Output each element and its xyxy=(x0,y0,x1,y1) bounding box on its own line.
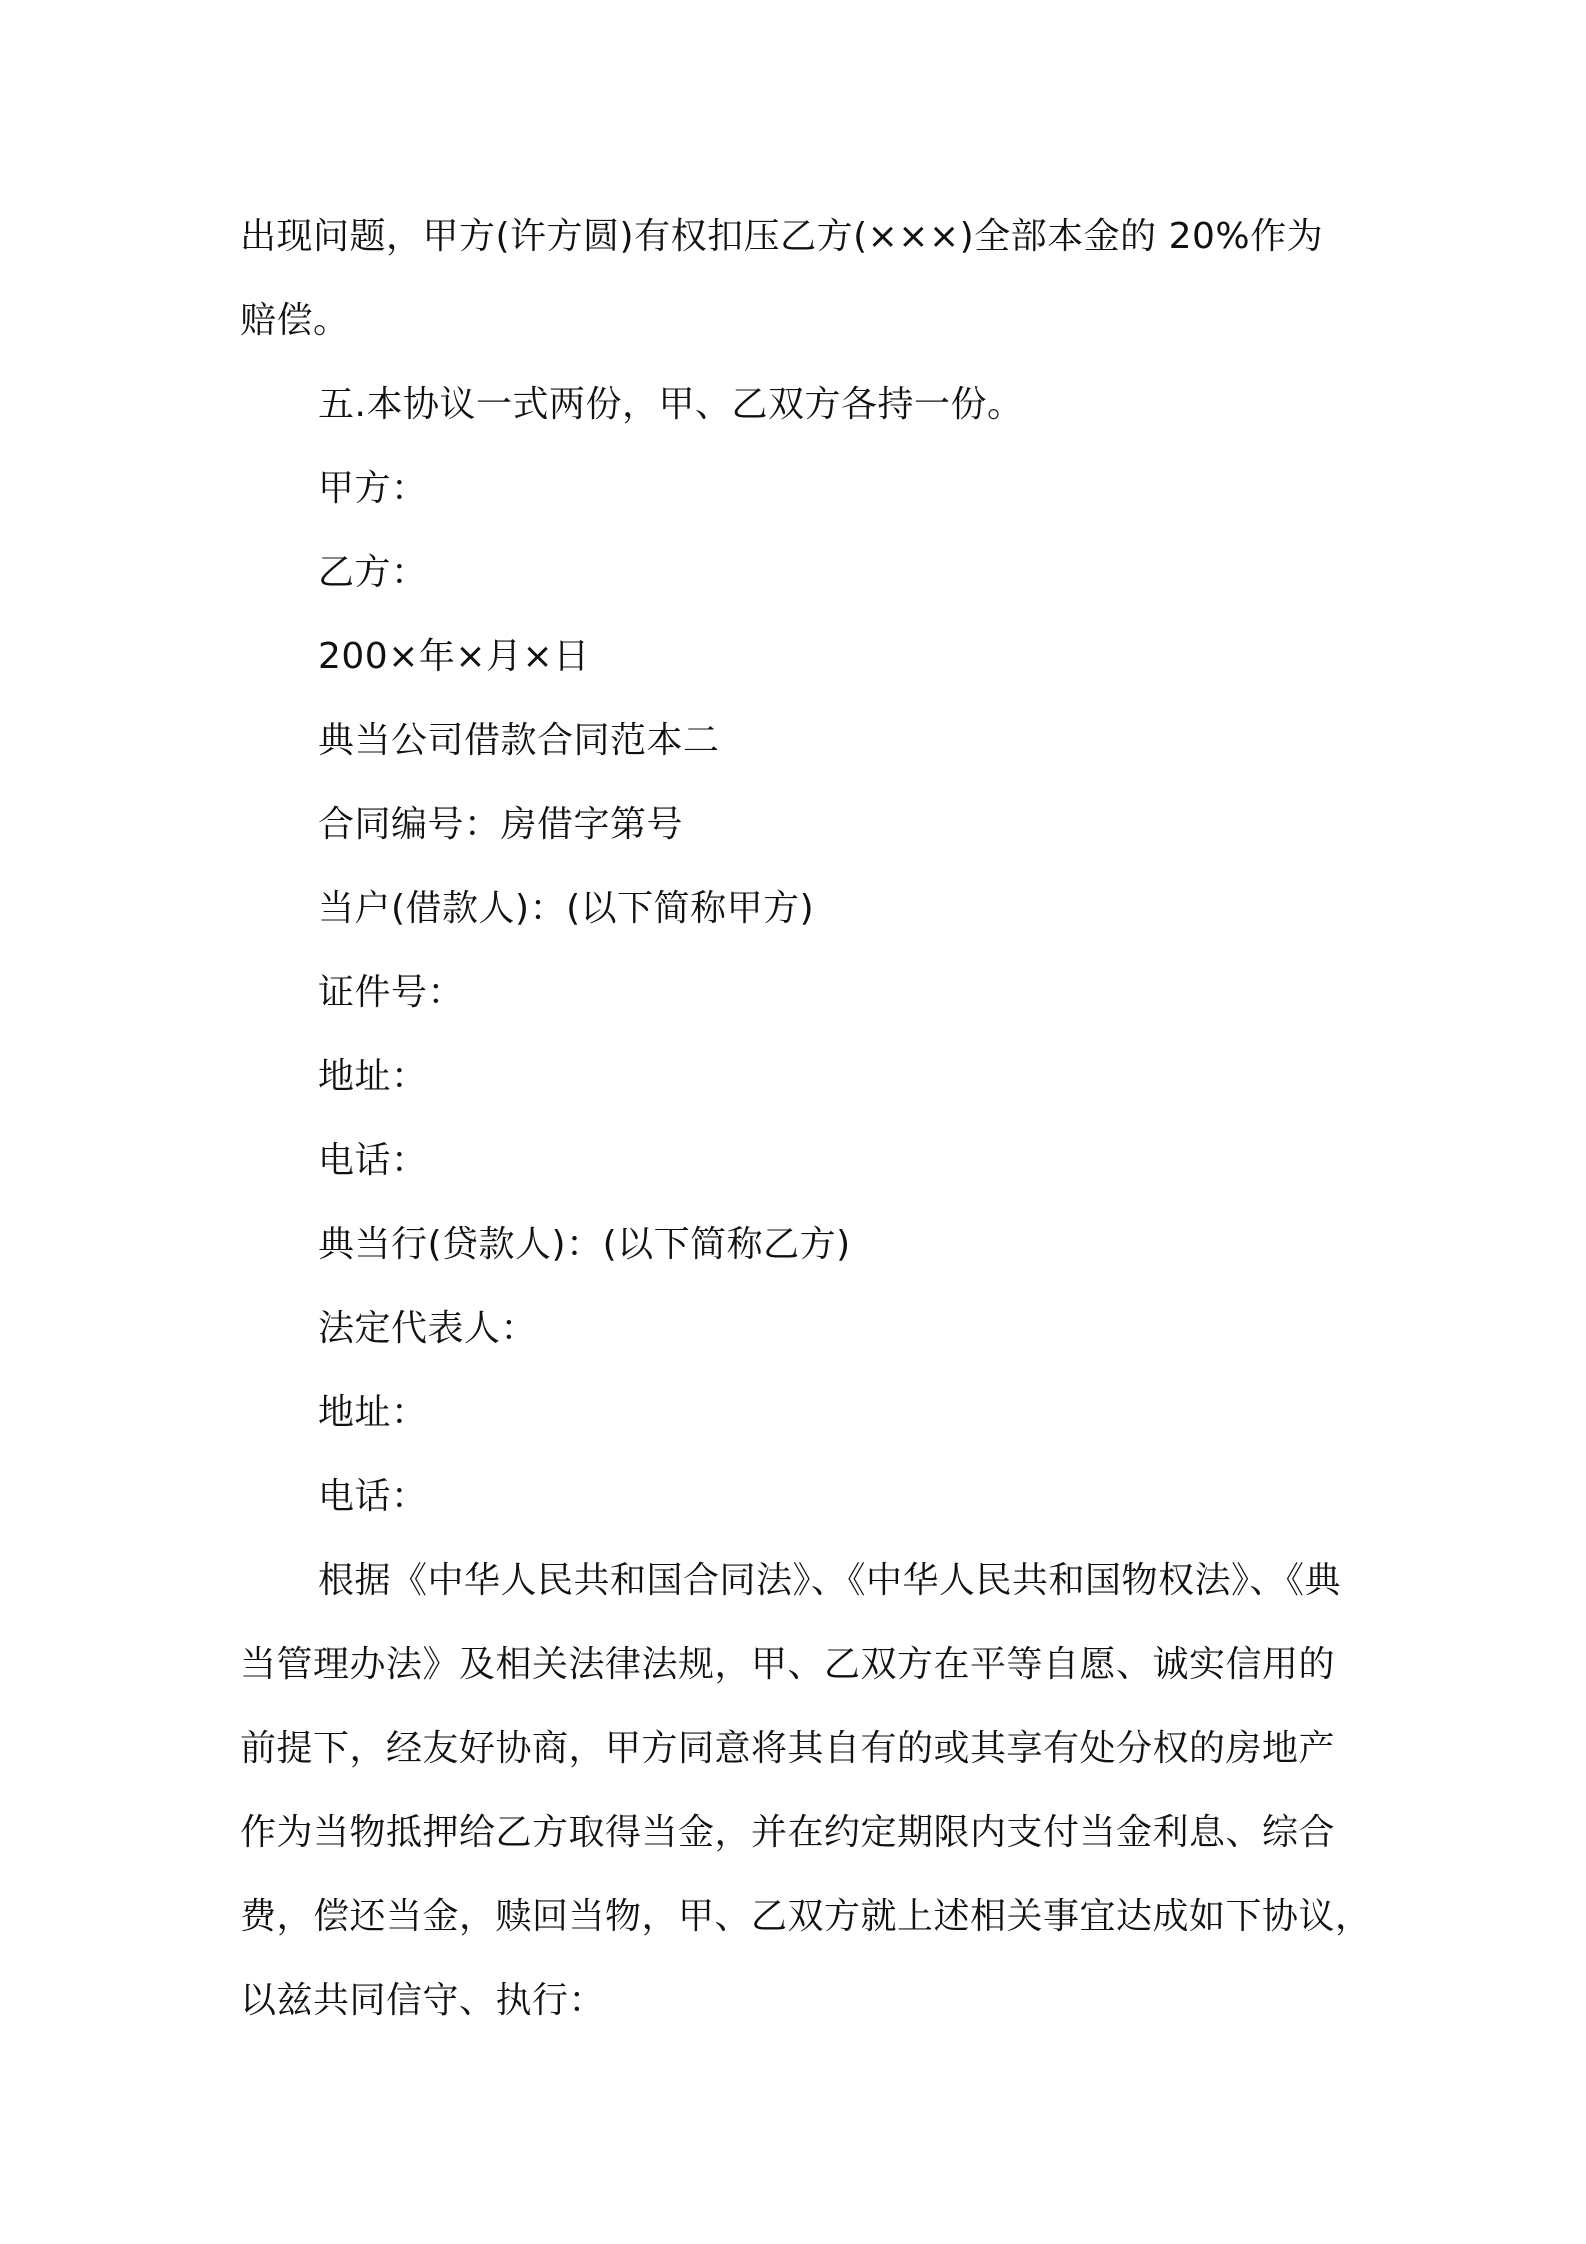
document-body xyxy=(240,195,1372,2043)
section-title: 典当公司借款合同范本二 xyxy=(318,720,720,761)
preamble-line: 费，偿还当金，赎回当物，甲、乙双方就上述相关事宜达成如下协议， xyxy=(240,1896,1372,1937)
lender-address-field: 地址： xyxy=(318,1392,428,1433)
paragraph-line: 出现问题，甲方(许方圆)有权扣压乙方(×××)全部本金的 20%作为 xyxy=(240,216,1324,257)
borrower-address-field: 地址： xyxy=(318,1056,428,1097)
preamble-line: 以兹共同信守、执行： xyxy=(240,1980,606,2021)
signing-date: 200×年×月×日 xyxy=(318,636,590,677)
id-number-field: 证件号： xyxy=(318,972,465,1013)
preamble-line: 前提下，经友好协商，甲方同意将其自有的或其享有处分权的房地产 xyxy=(240,1728,1336,1769)
preamble-line: 根据《中华人民共和国合同法》、《中华人民共和国物权法》、《典 xyxy=(318,1560,1342,1601)
party-b-signature-label: 乙方： xyxy=(318,552,428,593)
lender-field: 典当行(贷款人)：(以下简称乙方) xyxy=(318,1224,851,1265)
preamble-line: 当管理办法》及相关法律法规，甲、乙双方在平等自愿、诚实信用的 xyxy=(240,1644,1336,1685)
contract-number-field: 合同编号：房借字第号 xyxy=(318,804,684,845)
lender-phone-field: 电话： xyxy=(318,1476,428,1517)
legal-representative-field: 法定代表人： xyxy=(318,1308,538,1349)
borrower-field: 当户(借款人)：(以下简称甲方) xyxy=(318,888,815,929)
clause-five: 五.本协议一式两份，甲、乙双方各持一份。 xyxy=(318,384,1024,425)
party-a-signature-label: 甲方： xyxy=(318,468,428,509)
borrower-phone-field: 电话： xyxy=(318,1140,428,1181)
preamble-line: 作为当物抵押给乙方取得当金，并在约定期限内支付当金利息、综合 xyxy=(240,1812,1336,1853)
paragraph-line: 赔偿。 xyxy=(240,300,350,341)
